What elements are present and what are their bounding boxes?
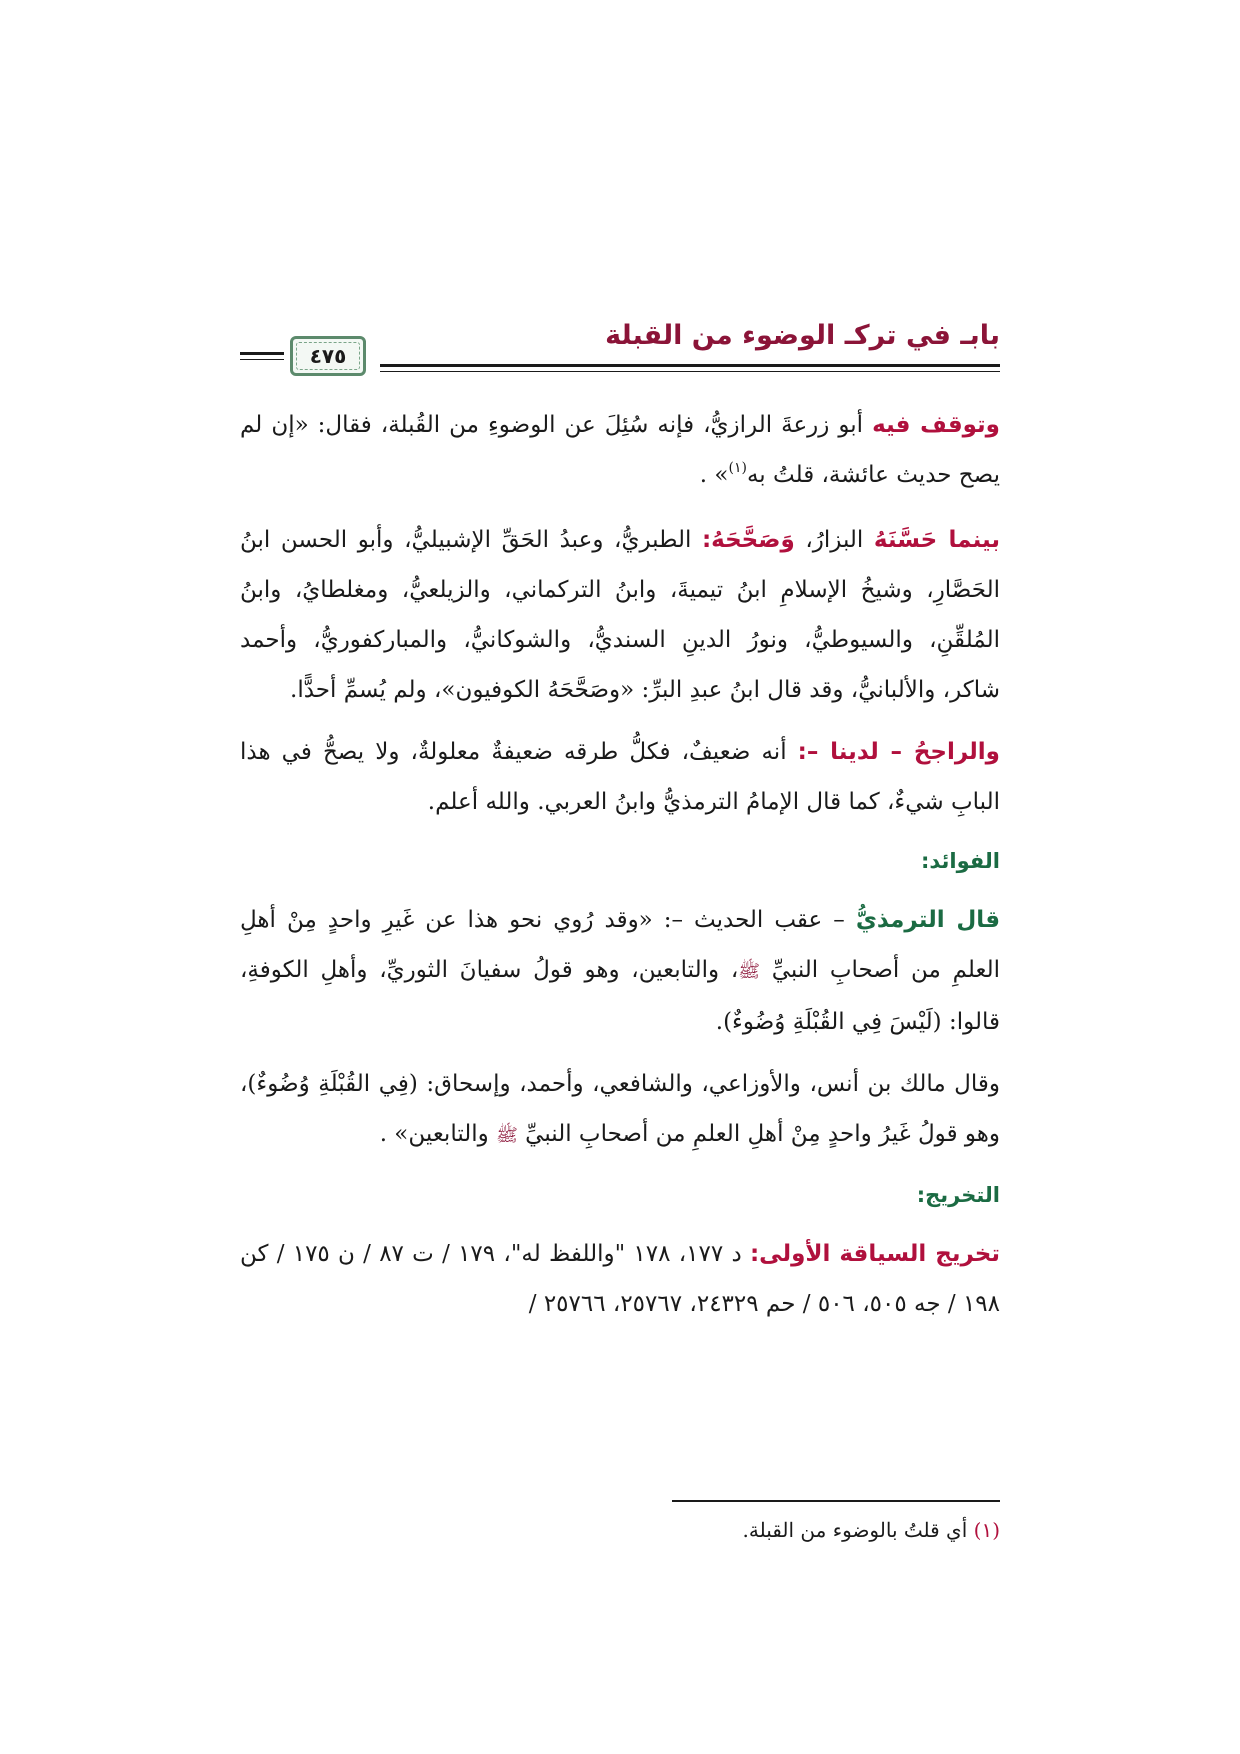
header-rule-left-bottom: [240, 359, 284, 360]
takhrij-heading: التخريج:: [916, 1183, 1000, 1207]
paragraph-4-text-1: – عقب الحديث –: «وقد رُوي نحو هذا عن غَيرِ واحدٍ مِنْ أهلِ العلمِ من أصحابِ النبيِّ: [240, 907, 1000, 983]
paragraph-1: [240, 400, 1000, 503]
paragraph-6-text: د ١٧٧، ١٧٨ "واللفظ له"، ١٧٩ / ت ٨٧ / ن ١٧٥ / كن ١٩٨ / جه ٥٠٥، ٥٠٦ / حم ٢٤٣٢٩، ٢٥٧٦٧، ٢٥٧٦٦ /: [240, 1241, 1000, 1317]
paragraph-5: [240, 1059, 1000, 1161]
header-rule-left-top: [240, 352, 284, 355]
paragraph-2-label-2: وَصَحَّحَهُ:: [701, 527, 795, 553]
header-rule-bottom: [380, 371, 1000, 372]
page-number-badge: [290, 336, 366, 376]
paragraph-6-label: تخريج السياقة الأولى:: [749, 1241, 1000, 1267]
paragraph-1-tail: » .: [699, 462, 729, 488]
paragraph-1-label: وتوقف فيه: [872, 412, 1000, 438]
paragraph-2-label: بينما حَسَّنَهُ: [873, 527, 1000, 553]
salutation-glyph-icon: ﷺ: [738, 961, 760, 982]
paragraph-6: [240, 1229, 1000, 1329]
salutation-glyph-icon: ﷺ: [496, 1125, 518, 1146]
paragraph-1-text: أبو زرعةَ الرازيُّ، فإنه سُئِلَ عن الوضوءِ من القُبلة، فقال: «إن لم يصح حديث عائشة، قلتُ به: [240, 412, 1000, 488]
main-text: [240, 400, 1000, 1341]
paragraph-3-label: والراجحُ – لدينا –:: [797, 739, 1000, 765]
paragraph-2-text-1: البزارُ،: [794, 527, 874, 553]
paragraph-3: [240, 727, 1000, 827]
paragraph-4-label: قال الترمذيُّ: [855, 907, 1000, 933]
footnote-divider: [672, 1500, 1000, 1502]
paragraph-4-text-2: ، والتابعين، وهو قولُ سفيانَ الثوريِّ، وأهلِ الكوفةِ، قالوا: (لَيْسَ فِي القُبْلَةِ وُضُوءٌ).: [240, 957, 1000, 1035]
header-rule-top: [380, 364, 1000, 367]
paragraph-3-text: أنه ضعيفٌ، فكلُّ طرقه ضعيفةٌ معلولةٌ، ولا يصحُّ في هذا البابِ شيءٌ، كما قال الإمامُ الترمذيُّ وابنُ العربي. والله أعلم.: [240, 739, 1000, 815]
footnote-reference: (١): [728, 460, 747, 476]
paragraph-5-text-1: وقال مالك بن أنس، والأوزاعي، والشافعي، وأحمد، وإسحاق: (فِي القُبْلَةِ وُضُوءٌ)، وهو قولُ غَيرُ واحدٍ مِنْ أهلِ العلمِ من أصحابِ النبيِّ: [240, 1071, 1000, 1147]
footnote-number: (١): [973, 1518, 1000, 1542]
fawaid-heading: الفوائد:: [921, 849, 1000, 873]
page-header: [240, 312, 1000, 382]
chapter-title: بابـ في تركـ الوضوء من القبلة: [605, 320, 1000, 351]
paragraph-2-text-2: الطبريُّ، وعبدُ الحَقِّ الإشبيليُّ، وأبو الحسن ابنُ الحَصَّارِ، وشيخُ الإسلامِ ابنُ تيميةَ، وابنُ التركماني، والزيلعيُّ، ومغلطايُ، وابنُ المُلقِّنِ، والسيوطيُّ، ونورُ الدينِ السنديُّ، والشوكانيُّ، والمباركفوريُّ، وأحمد شاكر، والألبانيُّ، وقد قال ابنُ عبدِ البرِّ: «وصَحَّحَهُ الكوفيون»، ولم يُسمِّ أحدًّا.: [240, 527, 1000, 703]
paragraph-2: [240, 515, 1000, 715]
paragraph-4: [240, 895, 1000, 1047]
footnote: [240, 1510, 1000, 1550]
paragraph-5-text-2: والتابعين» .: [379, 1121, 497, 1147]
page-number: ٤٧٥: [309, 344, 347, 368]
footnote-text: أي قلتُ بالوضوء من القبلة.: [742, 1518, 974, 1542]
